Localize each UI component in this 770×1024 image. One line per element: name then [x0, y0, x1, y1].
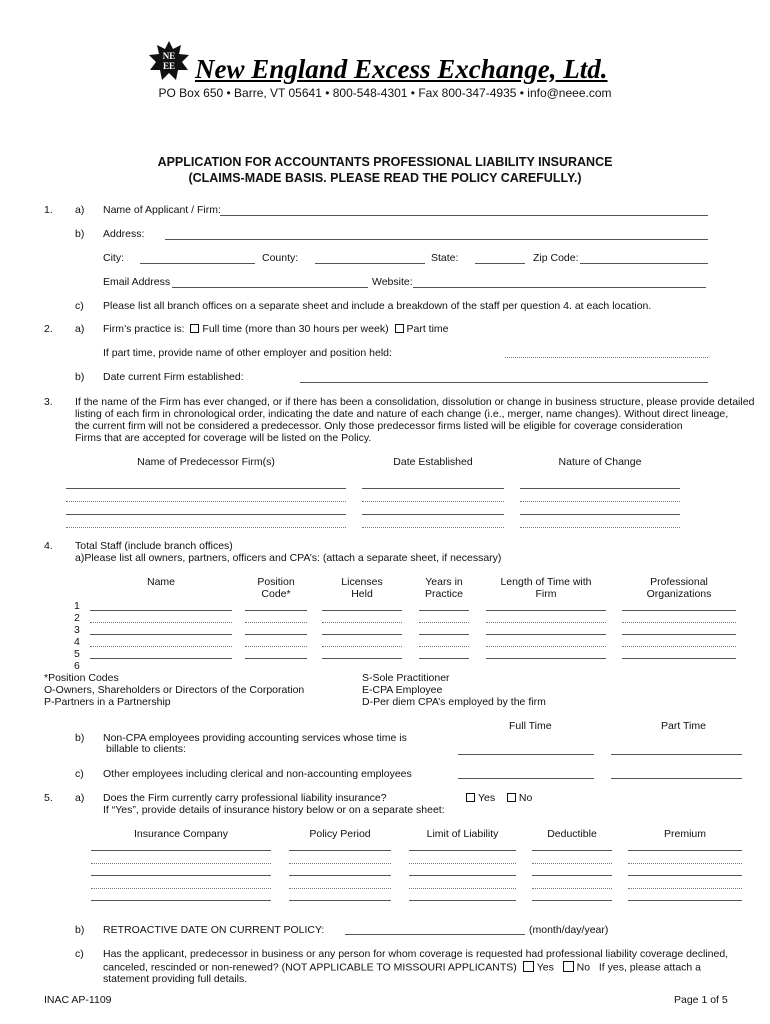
website-label: Website: — [372, 276, 413, 288]
staff-field[interactable] — [419, 634, 469, 635]
other-parttime-field[interactable] — [611, 778, 742, 779]
staff-row-number: 4 — [74, 636, 80, 648]
q5-number: 5. — [44, 792, 53, 804]
staff-field[interactable] — [90, 622, 232, 623]
q1c-letter: c) — [75, 300, 84, 312]
other-employer-label: If part time, provide name of other employer and position held: — [103, 347, 392, 359]
carry-yes-label: Yes — [478, 792, 496, 804]
predecessor-name-field[interactable] — [66, 527, 346, 528]
deductible-header: Deductible — [547, 828, 597, 840]
staff-row-number: 5 — [74, 648, 80, 660]
other-employees-label: Other employees including clerical and non-accounting employees — [103, 768, 412, 780]
declined-no-label: No — [576, 961, 591, 974]
parttime-label: Part time — [406, 323, 449, 335]
staff-field[interactable] — [245, 610, 307, 611]
branch-offices-instruction: Please list all branch offices on a separate sheet and include a breakdown of the staff per question 4. at each location. — [103, 300, 652, 312]
staff-field[interactable] — [90, 658, 232, 659]
noncpa-label-line2: billable to clients: — [106, 743, 186, 755]
insurance-history-field[interactable] — [91, 875, 271, 876]
insurance-history-field[interactable] — [91, 888, 271, 889]
predecessor-nature-field[interactable] — [520, 501, 680, 502]
q5c-letter: c) — [75, 948, 84, 960]
insurance-history-field[interactable] — [409, 875, 516, 876]
county-field[interactable] — [315, 263, 425, 264]
address-field[interactable] — [165, 239, 708, 240]
insurance-history-field[interactable] — [289, 850, 391, 851]
staff-field[interactable] — [486, 634, 606, 635]
premium-header: Premium — [663, 828, 706, 840]
q3-text-line2: listing of each firm in chronological order, indicating the date and nature of each change (i.e., merger, name changes). Without direct lineage, — [75, 408, 729, 420]
insurance-history-field[interactable] — [628, 888, 742, 889]
nature-of-change-header: Nature of Change — [558, 456, 642, 468]
carry-yes-option[interactable] — [463, 792, 532, 804]
declined-line3: statement providing full details. — [103, 973, 248, 985]
insurance-history-field[interactable] — [409, 863, 516, 864]
date-established-header: Date Established — [393, 456, 473, 468]
staff-field[interactable] — [622, 622, 736, 623]
company-address: PO Box 650 • Barre, VT 05641 • 800-548-4301 • Fax 800-347-4935 • info@neee.com — [158, 86, 612, 100]
staff-field[interactable] — [90, 610, 232, 611]
length-header: Length of Time with Firm — [500, 576, 592, 600]
declined-yes-label: Yes — [536, 961, 554, 974]
zip-label: Zip Code: — [533, 252, 579, 264]
q4c-letter: c) — [75, 768, 84, 780]
policy-period-header: Policy Period — [309, 828, 371, 840]
staff-field[interactable] — [245, 658, 307, 659]
predecessor-nature-field[interactable] — [520, 514, 680, 515]
staff-field[interactable] — [622, 658, 736, 659]
position-codes-heading: *Position Codes — [44, 672, 119, 684]
staff-row-number: 3 — [74, 624, 80, 636]
declined-no-checkbox[interactable] — [563, 961, 574, 972]
staff-row-number: 2 — [74, 612, 80, 624]
staff-field[interactable] — [90, 646, 232, 647]
position-header: Position Code* — [257, 576, 295, 600]
page-number: Page 1 of 5 — [674, 994, 728, 1006]
q1a-letter: a) — [75, 204, 85, 216]
code-sole: S-Sole Practitioner — [362, 672, 450, 684]
form-id: INAC AP-1109 — [44, 994, 112, 1006]
staff-field[interactable] — [622, 610, 736, 611]
insurance-history-field[interactable] — [409, 900, 516, 901]
years-header: Years in Practice — [425, 576, 463, 600]
form-subtitle: (CLAIMS-MADE BASIS. PLEASE READ THE POLICY CAREFULLY.) — [188, 171, 582, 185]
insurance-history-field[interactable] — [289, 863, 391, 864]
applicant-name-field[interactable] — [220, 215, 708, 216]
noncpa-label-line1: Non-CPA employees providing accounting services whose time is — [103, 732, 407, 744]
staff-field[interactable] — [90, 634, 232, 635]
predecessor-name-field[interactable] — [66, 501, 346, 502]
insurance-details-label: If “Yes”, provide details of insurance history below or on a separate sheet: — [103, 804, 445, 816]
city-field[interactable] — [140, 263, 255, 264]
insurance-history-field[interactable] — [289, 875, 391, 876]
staff-field[interactable] — [322, 646, 402, 647]
svg-text:NE: NE — [162, 51, 176, 61]
staff-field[interactable] — [486, 622, 606, 623]
carry-no-label: No — [518, 792, 533, 804]
q2b-letter: b) — [75, 371, 85, 383]
insurance-history-field[interactable] — [289, 900, 391, 901]
website-field[interactable] — [413, 287, 706, 288]
predecessor-date-field[interactable] — [362, 501, 504, 502]
declined-line1: Has the applicant, predecessor in business or any person for whom coverage is requested had professional liability coverage declined, — [103, 948, 729, 960]
carry-yes-checkbox[interactable] — [466, 793, 475, 802]
q5b-letter: b) — [75, 924, 85, 936]
applicant-name-label: Name of Applicant / Firm: — [103, 204, 221, 216]
other-employer-field[interactable] — [505, 357, 708, 358]
retro-date-field[interactable] — [345, 934, 525, 935]
q3-text-line4: Firms that are accepted for coverage will be listed on the Policy. — [75, 432, 372, 444]
predecessor-date-field[interactable] — [362, 488, 504, 489]
state-field[interactable] — [475, 263, 525, 264]
insurance-history-field[interactable] — [532, 900, 612, 901]
practice-label: Firm’s practice is: — [103, 323, 185, 335]
staff-field[interactable] — [245, 634, 307, 635]
insurance-history-field[interactable] — [409, 888, 516, 889]
q3-text-line1: If the name of the Firm has ever changed, or if there has been a consolidation, dissolution or change in business structure, please provide detailed — [75, 396, 755, 408]
staff-row-number: 6 — [74, 660, 80, 672]
carry-no-checkbox[interactable] — [507, 793, 516, 802]
form-title: APPLICATION FOR ACCOUNTANTS PROFESSIONAL LIABILITY INSURANCE — [157, 155, 613, 169]
staff-field[interactable] — [322, 634, 402, 635]
neee-logo — [148, 40, 190, 82]
q3-number: 3. — [44, 396, 53, 408]
declined-yes-checkbox[interactable] — [523, 961, 534, 972]
zip-field[interactable] — [580, 263, 708, 264]
fulltime-checkbox[interactable] — [190, 324, 199, 333]
predecessor-name-field[interactable] — [66, 488, 346, 489]
q3-text-line3: the current firm will not be considered a predecessor. Only those predecessor firms listed will be eligible for coverage consideration — [75, 420, 683, 432]
established-field[interactable] — [300, 382, 708, 383]
professional-orgs-header: Professional Organizations — [646, 576, 712, 600]
insurance-history-field[interactable] — [628, 900, 742, 901]
q1b-letter: b) — [75, 228, 85, 240]
code-owners: O-Owners, Shareholders or Directors of the Corporation — [44, 684, 305, 696]
staff-field[interactable] — [486, 658, 606, 659]
q1-number: 1. — [44, 204, 53, 216]
retro-date-label: RETROACTIVE DATE ON CURRENT POLICY: — [103, 924, 325, 936]
q4b-letter: b) — [75, 732, 85, 744]
staff-field[interactable] — [322, 610, 402, 611]
staff-field[interactable] — [245, 646, 307, 647]
insurance-history-field[interactable] — [91, 850, 271, 851]
declined-question: canceled, rescinded or non-renewed? (NOT APPLICABLE TO MISSOURI APPLICANTS) — [103, 961, 517, 974]
q2-number: 2. — [44, 323, 53, 335]
svg-text:EE: EE — [162, 61, 176, 71]
staff-row-number: 1 — [74, 600, 80, 612]
code-employee: E-CPA Employee — [362, 684, 443, 696]
insurance-history-field[interactable] — [532, 850, 612, 851]
predecessor-name-header: Name of Predecessor Firm(s) — [137, 456, 275, 468]
staff-field[interactable] — [322, 622, 402, 623]
staff-field[interactable] — [486, 610, 606, 611]
noncpa-parttime-field[interactable] — [611, 754, 742, 755]
predecessor-nature-field[interactable] — [520, 527, 680, 528]
county-label: County: — [262, 252, 299, 264]
declined-attach: If yes, please attach a — [598, 961, 702, 974]
retro-date-format: (month/day/year) — [529, 924, 609, 936]
insurance-history-field[interactable] — [289, 888, 391, 889]
insurance-history-field[interactable] — [532, 888, 612, 889]
total-staff-label: Total Staff (include branch offices) — [75, 540, 233, 552]
part-time-header: Part Time — [661, 720, 706, 732]
insurance-history-field[interactable] — [91, 900, 271, 901]
insurance-history-field[interactable] — [628, 863, 742, 864]
staff-field[interactable] — [419, 658, 469, 659]
staff-field[interactable] — [322, 658, 402, 659]
fulltime-label: Full time (more than 30 hours per week) — [202, 323, 389, 335]
full-time-header: Full Time — [509, 720, 552, 732]
staff-field[interactable] — [622, 634, 736, 635]
predecessor-date-field[interactable] — [362, 514, 504, 515]
licenses-header: Licenses Held — [341, 576, 383, 600]
practice-row — [103, 323, 449, 335]
q4-number: 4. — [44, 540, 53, 552]
q5a-letter: a) — [75, 792, 85, 804]
insurance-history-field[interactable] — [532, 863, 612, 864]
insurance-history-field[interactable] — [409, 850, 516, 851]
staff-field[interactable] — [245, 622, 307, 623]
insurance-company-header: Insurance Company — [134, 828, 228, 840]
list-owners-label: a)Please list all owners, partners, officers and CPA’s: (attach a separate sheet, if necessary) — [75, 552, 502, 564]
established-label: Date current Firm established: — [103, 371, 244, 383]
company-name: New England Excess Exchange, Ltd. — [195, 54, 608, 84]
predecessor-name-field[interactable] — [66, 514, 346, 515]
staff-field[interactable] — [622, 646, 736, 647]
predecessor-nature-field[interactable] — [520, 488, 680, 489]
insurance-history-field[interactable] — [91, 863, 271, 864]
code-partners: P-Partners in a Partnership — [44, 696, 171, 708]
insurance-history-field[interactable] — [628, 850, 742, 851]
email-label: Email Address — [103, 276, 171, 288]
email-field[interactable] — [172, 287, 368, 288]
other-fulltime-field[interactable] — [458, 778, 594, 779]
q2a-letter: a) — [75, 323, 85, 335]
staff-field[interactable] — [419, 622, 469, 623]
limit-header: Limit of Liability — [426, 828, 499, 840]
code-perdiem: D-Per diem CPA’s employed by the firm — [362, 696, 546, 708]
insurance-history-field[interactable] — [628, 875, 742, 876]
staff-field[interactable] — [419, 610, 469, 611]
parttime-checkbox[interactable] — [395, 324, 404, 333]
state-label: State: — [431, 252, 459, 264]
staff-field[interactable] — [486, 646, 606, 647]
insurance-history-field[interactable] — [532, 875, 612, 876]
predecessor-date-field[interactable] — [362, 527, 504, 528]
carry-insurance-label: Does the Firm currently carry professional liability insurance? — [103, 792, 387, 804]
staff-name-header: Name — [146, 576, 175, 588]
staff-field[interactable] — [419, 646, 469, 647]
noncpa-fulltime-field[interactable] — [458, 754, 594, 755]
address-label: Address: — [103, 228, 145, 240]
city-label: City: — [103, 252, 124, 264]
